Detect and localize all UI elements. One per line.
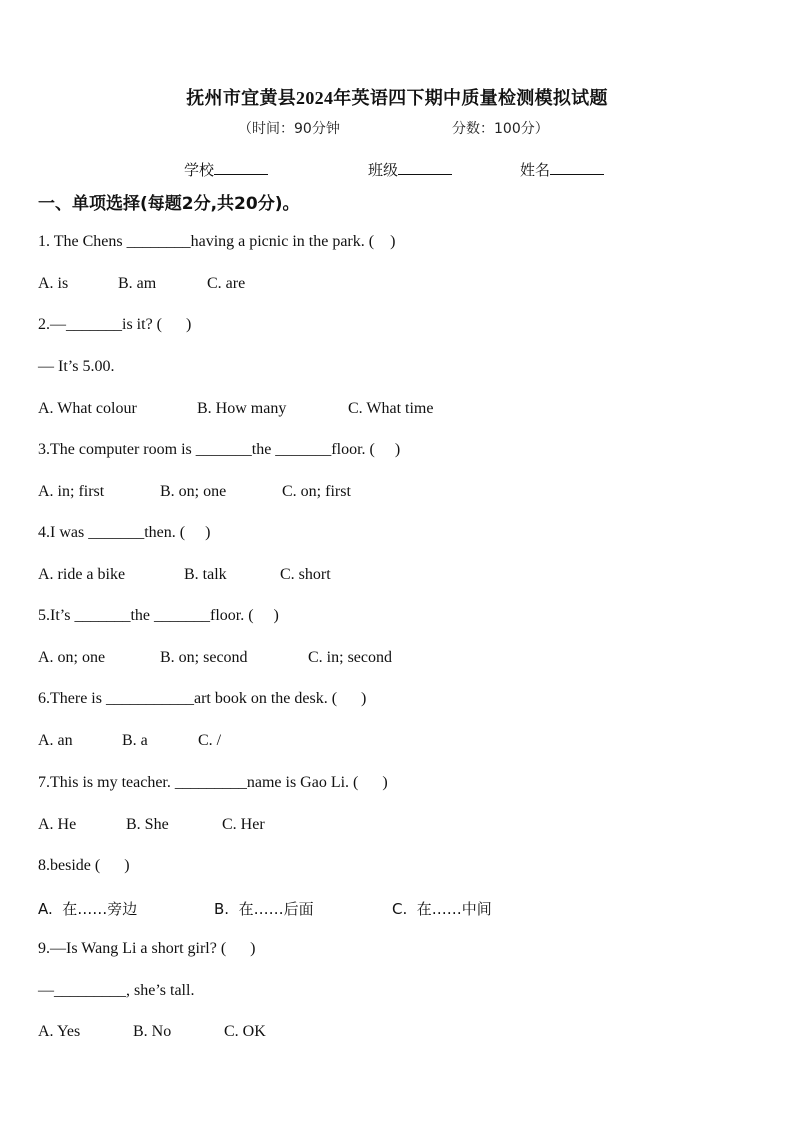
q9-option-a: A. Yes xyxy=(38,1023,81,1040)
school-label: 学校 xyxy=(184,161,215,179)
question-8: 8.beside ( ) xyxy=(38,857,130,874)
q7-option-c: C. Her xyxy=(222,816,265,833)
school-field xyxy=(184,159,268,180)
q7-option-b: B. She xyxy=(126,816,169,833)
name-label: 姓名 xyxy=(520,161,551,179)
question-7: 7.This is my teacher. _________name is Gao Li. ( ) xyxy=(38,774,388,791)
q1-option-b: B. am xyxy=(118,275,157,292)
q2-option-a: A. What colour xyxy=(38,400,137,417)
q8-option-a: A. 在……旁边 xyxy=(38,900,138,918)
q9-option-b: B. No xyxy=(133,1023,172,1040)
q1-option-a: A. is xyxy=(38,275,69,292)
q2-option-c: C. What time xyxy=(348,400,434,417)
q5-option-b: B. on; second xyxy=(160,649,248,666)
q8-option-c: C. 在……中间 xyxy=(392,900,492,918)
question-9: 9.—Is Wang Li a short girl? ( ) xyxy=(38,940,256,957)
school-blank xyxy=(214,160,268,175)
question-2: 2.—_______is it? ( ) xyxy=(38,316,192,333)
q7-option-a: A. He xyxy=(38,816,77,833)
question-6: 6.There is ___________art book on the desk. ( ) xyxy=(38,690,367,707)
q9-option-c: C. OK xyxy=(224,1023,266,1040)
section-title: 一、单项选择(每题2分,共20分)。 xyxy=(38,194,300,214)
page-title: 抚州市宜黄县2024年英语四下期中质量检测模拟试题 xyxy=(186,88,608,108)
q6-option-a: A. an xyxy=(38,732,73,749)
q3-option-c: C. on; first xyxy=(282,483,351,500)
q3-option-b: B. on; one xyxy=(160,483,227,500)
q5-option-c: C. in; second xyxy=(308,649,392,666)
question-5: 5.It’s _______the _______floor. ( ) xyxy=(38,607,279,624)
q4-option-c: C. short xyxy=(280,566,331,583)
name-field xyxy=(520,159,604,180)
q1-option-c: C. are xyxy=(207,275,246,292)
q4-option-b: B. talk xyxy=(184,566,227,583)
exam-time: （时间：90分钟 xyxy=(238,121,340,137)
q2-option-b: B. How many xyxy=(197,400,287,417)
class-blank xyxy=(398,160,452,175)
name-blank xyxy=(550,160,604,175)
q4-option-a: A. ride a bike xyxy=(38,566,126,583)
q8-option-b: B. 在……后面 xyxy=(214,900,314,918)
q2-reply: — It’s 5.00. xyxy=(38,358,115,375)
exam-score: 分数：100分） xyxy=(452,121,549,137)
class-field xyxy=(368,159,452,180)
class-label: 班级 xyxy=(368,161,399,179)
question-3: 3.The computer room is _______the _______floor. ( ) xyxy=(38,441,401,458)
q6-option-c: C. / xyxy=(198,732,222,749)
q9-reply: —_________, she’s tall. xyxy=(38,982,195,999)
question-4: 4.I was _______then. ( ) xyxy=(38,524,211,541)
question-1: 1. The Chens ________having a picnic in the park. ( ) xyxy=(38,233,396,250)
q3-option-a: A. in; first xyxy=(38,483,105,500)
q6-option-b: B. a xyxy=(122,732,148,749)
q5-option-a: A. on; one xyxy=(38,649,106,666)
